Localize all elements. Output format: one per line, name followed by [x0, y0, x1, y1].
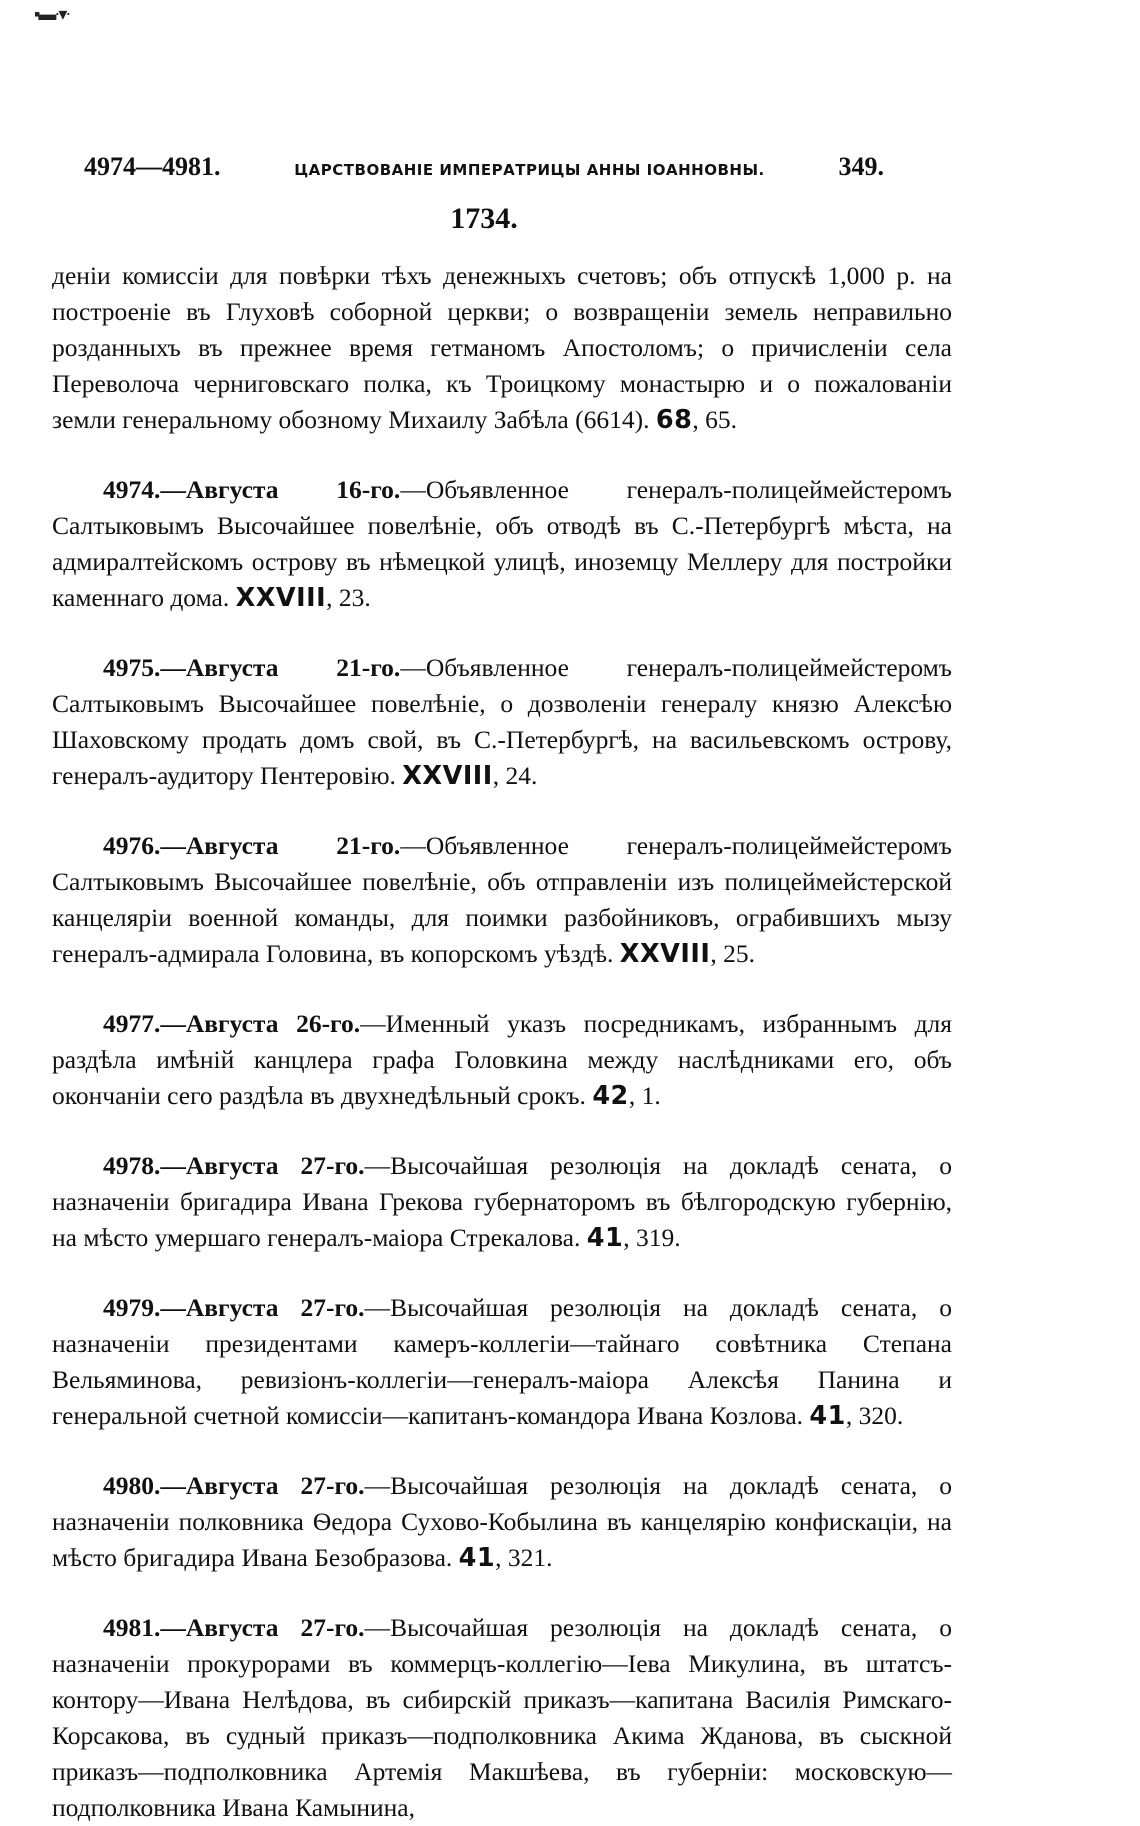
entry-date: —Августа 27-го.	[160, 1151, 365, 1180]
continuation-text: деніи комиссіи для повѣрки тѣхъ денежныхъ счетовъ; объ отпускѣ 1,000 р. на построеніе въ Глуховѣ соборной церкви; о возвращеніи земель неправильно розданныхъ въ прежнее время гетманомъ Апостоломъ; о причисленіи села Переволоча черниговскаго полка, къ Троицкому монастырю и о пожалованіи земли генеральному обозному Михаилу Забѣла (6614).	[52, 261, 952, 434]
page-reference: , 23.	[326, 583, 371, 612]
reign-title: ЦАРСТВОВАНІЕ ИМПЕРАТРИЦЫ АННЫ ІОАННОВНЫ.	[294, 161, 765, 179]
entry-range: 4974—4981.	[84, 152, 221, 181]
volume-reference: XXVIII	[619, 939, 711, 969]
volume-reference: 41	[809, 1401, 846, 1431]
entry-number: 4977.	[103, 1009, 161, 1038]
page-body	[52, 258, 952, 1826]
print-smudge: ▪▬·▾·	[34, 4, 70, 24]
entry-number: 4981.	[103, 1613, 161, 1642]
entry-text: —Объявленное генералъ-полицеймейстеромъ Салтыковымъ Высочайшее повелѣніе, объ отводѣ въ С.-Петербургѣ мѣста, на адмиралтейскомъ острову въ нѣмецкой улицѣ, иноземцу Меллеру для постройки каменнаго дома.	[52, 475, 952, 612]
entry-text: —Объявленное генералъ-полицеймейстеромъ Салтыковымъ Высочайшее повелѣніе, о дозволеніи генералу князю Алексѣю Шаховскому продать домъ свой, въ С.-Петербургѣ, на васильевскомъ острову, генералъ-аудитору Пентеровію.	[52, 653, 952, 790]
law-entry	[52, 650, 952, 794]
law-entry	[52, 1148, 952, 1256]
page-number: 349.	[838, 152, 884, 181]
entry-number: 4978.	[103, 1151, 161, 1180]
page-reference: , 319.	[623, 1223, 681, 1252]
volume-reference: 41	[586, 1223, 624, 1253]
volume-reference: 41	[458, 1543, 496, 1573]
volume-reference: 42	[592, 1081, 629, 1111]
law-entry	[52, 1006, 952, 1114]
entry-text: —Объявленное генералъ-полицеймейстеромъ Салтыковымъ Высочайшее повелѣніе, объ отправленіи изъ полицеймейстерской канцеляріи военной команды, для поимки разбойниковъ, ограбившихъ мызу генералъ-адмирала Головина, въ копорскомъ уѣздѣ.	[52, 831, 952, 968]
volume-reference: XXVIII	[235, 583, 327, 613]
entry-text: —Высочайшая резолюція на докладѣ сената, о назначеніи бригадира Ивана Грекова губернаторомъ въ бѣлгородскую губернію, на мѣсто умершаго генералъ-маіора Стрекалова.	[52, 1151, 952, 1252]
running-header	[84, 152, 884, 184]
year-heading: 1734.	[450, 202, 518, 235]
volume-reference: 68	[655, 405, 693, 435]
entry-text: —Высочайшая резолюція на докладѣ сената, о назначеніи прокурорами въ коммерцъ-коллегію—Іева Микулина, въ штатсъ-контору—Ивана Нелѣдова, въ сибирскій приказъ—капитана Василія Римскаго-Корсакова, въ судный приказъ—подполковника Акима Жданова, въ сыскной приказъ—подполковника Артемія Макшѣева, въ губерніи: московскую—подполковника Ивана Камынина,	[52, 1613, 952, 1822]
entry-date: —Августа 27-го.	[160, 1613, 365, 1642]
continuation-paragraph	[52, 258, 952, 438]
law-entry	[52, 828, 952, 972]
entry-date: —Августа 21-го.	[160, 653, 401, 682]
page-reference: , 1.	[628, 1081, 661, 1110]
page-reference: , 65.	[692, 405, 737, 434]
entry-date: —Августа 21-го.	[160, 831, 401, 860]
entry-number: 4976.	[103, 831, 161, 860]
entry-number: 4974.	[103, 475, 161, 504]
entry-date: —Августа 16-го.	[160, 475, 401, 504]
law-entry	[52, 1468, 952, 1576]
entry-date: —Августа 26-го.	[160, 1009, 361, 1038]
law-entry	[52, 1610, 952, 1826]
page-reference: , 321.	[495, 1543, 553, 1572]
volume-reference: XXVIII	[402, 761, 493, 791]
law-entry	[52, 1290, 952, 1434]
entry-number: 4979.	[103, 1293, 161, 1322]
entry-number: 4975.	[103, 653, 161, 682]
page-reference: , 25.	[710, 939, 755, 968]
entry-date: —Августа 27-го.	[160, 1471, 365, 1500]
entry-text: —Высочайшая резолюція на докладѣ сената, о назначеніи президентами камеръ-коллегіи—тайнаго совѣтника Степана Вельяминова, ревизіонъ-коллегіи—генералъ-маіора Алексѣя Панина и генеральной счетной комиссіи—капитанъ-командора Ивана Козлова.	[52, 1293, 952, 1430]
page-reference: , 320.	[845, 1401, 904, 1430]
law-entry	[52, 472, 952, 616]
entry-text: —Высочайшая резолюція на докладѣ сената, о назначеніи полковника Ѳедора Сухово-Кобылина въ канцелярію конфискаціи, на мѣсто бригадира Ивана Безобразова.	[52, 1471, 952, 1572]
entry-text: —Именный указъ посредникамъ, избраннымъ для раздѣла имѣній канцлера графа Головкина между наслѣдниками его, объ окончаніи сего раздѣла въ двухнедѣльный срокъ.	[52, 1009, 952, 1110]
entry-date: —Августа 27-го.	[160, 1293, 365, 1322]
entry-number: 4980.	[103, 1471, 161, 1500]
page-reference: , 24.	[492, 761, 538, 790]
